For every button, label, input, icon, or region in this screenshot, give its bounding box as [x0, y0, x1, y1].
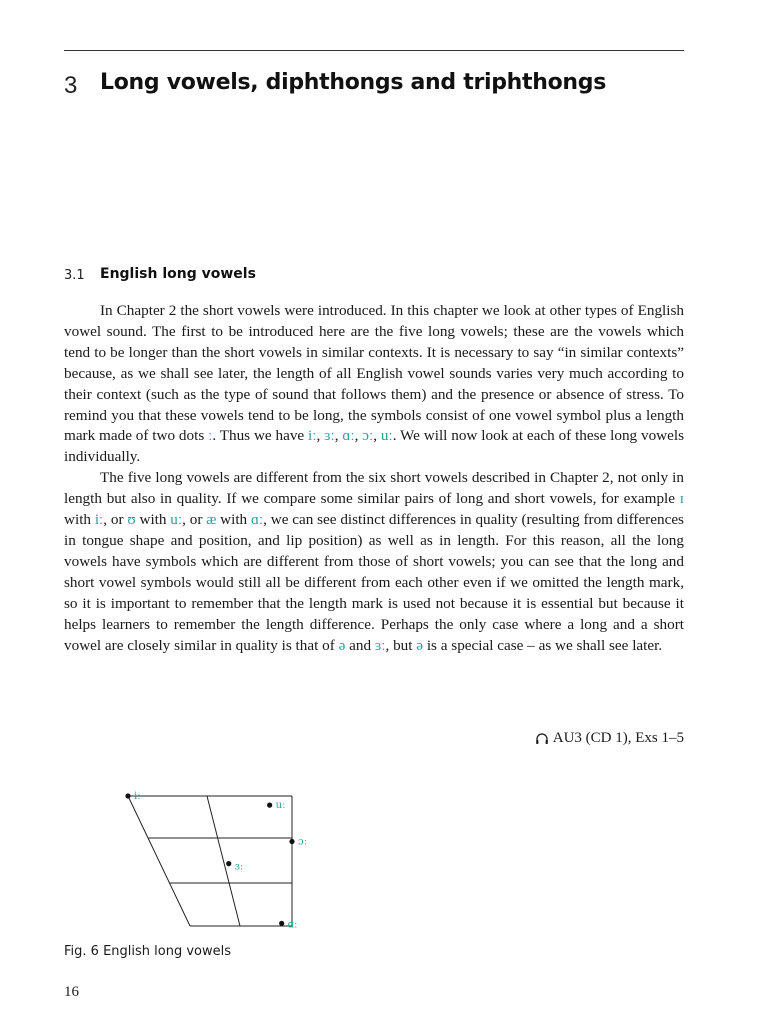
vowel-label: iː [134, 791, 141, 802]
header-rule [64, 50, 684, 51]
phonetic-symbol: iː [308, 427, 317, 445]
body-text [64, 301, 684, 656]
chapter-number: 3 [64, 72, 78, 99]
phonetic-symbol: ɪ [679, 490, 684, 508]
text-run: with [64, 511, 95, 529]
phonetic-symbol: ə [338, 636, 346, 654]
vowel-chart [118, 790, 308, 935]
audio-reference-text: AU3 (CD 1), Exs 1–5 [552, 730, 684, 746]
paragraph-2 [64, 468, 684, 656]
text-run: . We will now look at each of these long vowels individually. [64, 427, 685, 466]
text-run: with [135, 511, 171, 529]
vowel-label: ɜː [234, 861, 244, 873]
phonetic-symbol: uː [170, 511, 183, 529]
text-run: , or [182, 511, 207, 529]
text-run: , [373, 427, 381, 445]
audio-reference [535, 730, 684, 747]
phonetic-symbol: ɜː [324, 427, 335, 445]
phonetic-symbol: iː [94, 511, 104, 529]
section-title: English long vowels [100, 266, 256, 282]
vowel-point [267, 803, 272, 808]
text-run: is a special case – as we shall see later. [423, 636, 663, 654]
text-run: and [345, 636, 375, 654]
vowel-chart-svg [118, 790, 308, 930]
chapter-title: Long vowels, diphthongs and triphthongs [100, 70, 607, 95]
vowel-point [279, 921, 284, 926]
text-run: In Chapter 2 the short vowels were introduced. In this chapter we look at other types of English vowel sound. The first to be introduced here are the five long vowels; these are the vowels which tend to be longer than the short vowels in similar contexts. It is necessary to say “in similar contexts” because, as we shall see later, the length of all English vowel sounds varies very much according to their context (such as the type of sound that follows them) and the presence or absence of stress. To remind you that these vowels tend to be long, the symbols consist of one vowel symbol plus a length mark made of two dots [64, 302, 684, 445]
section-number: 3.1 [64, 268, 85, 283]
phonetic-symbol: ə [416, 636, 424, 654]
vowel-label: uː [275, 800, 286, 812]
vowel-quadrilateral [128, 796, 292, 926]
text-run: . Thus we have [212, 427, 309, 445]
chart-left-edge [128, 796, 190, 926]
text-run: The five long vowels are different from the six short vowels described in Chapter 2, not only in length but also in quality. If we compare some similar pairs of long and short vowels, for example [64, 469, 684, 508]
vowel-point [125, 793, 130, 798]
headphones-icon [535, 732, 549, 746]
phonetic-symbol: ː [208, 427, 213, 445]
text-run: , or [103, 511, 128, 529]
text-run: with [216, 511, 251, 529]
page-number: 16 [64, 984, 79, 1000]
text-run: , we can see distinct differences in quality (resulting from differences in tongue shape and position, and lip position) as well as in length. For this reason, all the long vowels have symbols which are different from those of short vowels; you can see that the long and short vowel symbols would still all be different from each other even if we omitted the length mark, so it is important to remember that the length mark is used not because it is essential but because it helps learners to remember the length difference. Perhaps the only case where a long and a short vowel are closely similar in quality is that of [64, 511, 684, 654]
phonetic-symbol: æ [206, 511, 217, 529]
phonetic-symbol: ɑː [250, 511, 264, 529]
paragraph-1 [64, 301, 684, 468]
text-run: , [334, 427, 343, 445]
phonetic-symbol: ɜː [374, 636, 386, 654]
phonetic-symbol: uː [380, 427, 393, 445]
vowel-point [289, 839, 294, 844]
text-run: , [316, 427, 325, 445]
vowel-points [125, 791, 307, 930]
phonetic-symbol: ɑː [342, 427, 355, 445]
figure-caption: Fig. 6 English long vowels [64, 944, 231, 959]
phonetic-symbol: ɔː [362, 427, 374, 445]
vowel-label: ɔː [298, 836, 307, 848]
text-run: , but [385, 636, 417, 654]
phonetic-symbol: ʊ [127, 511, 136, 529]
vowel-point [226, 861, 231, 866]
vowel-label: ɑː [287, 919, 298, 930]
text-run: , [354, 427, 363, 445]
